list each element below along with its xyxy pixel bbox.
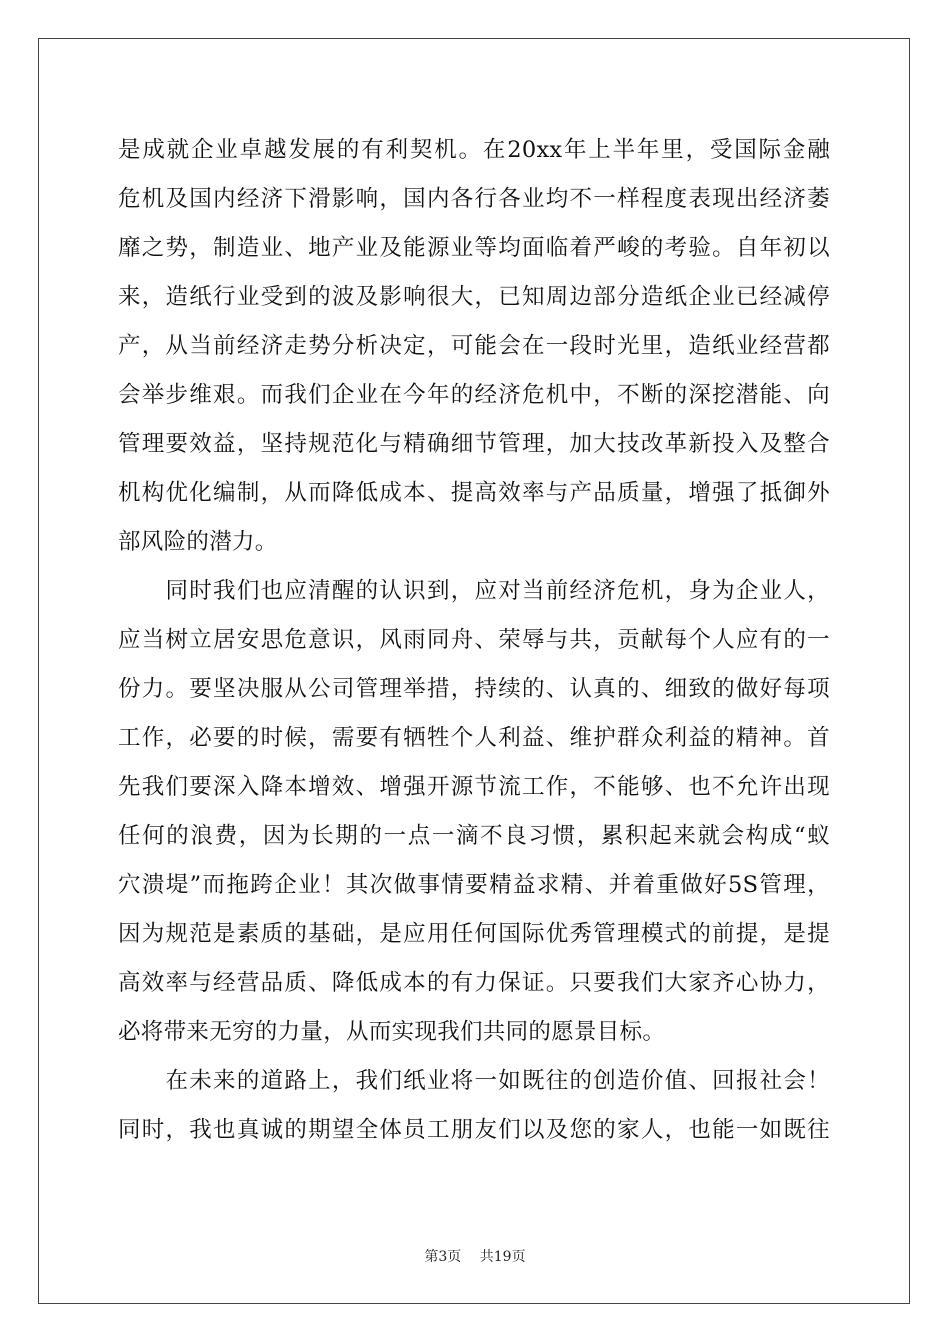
text-line: 必将带来无穷的力量，从而实现我们共同的愿景目标。 xyxy=(118,1019,666,1045)
text-line: 同时我们也应清醒的认识到，应对当前经济危机，身为企业人， xyxy=(118,578,830,604)
text-line: 来，造纸行业受到的波及影响很大，已知周边部分造纸企业已经减停 xyxy=(118,284,830,310)
text-line: 高效率与经营品质、降低成本的有力保证。只要我们大家齐心协力， xyxy=(118,970,830,996)
page-number: 第3页 xyxy=(424,1249,462,1265)
page-total: 共19页 xyxy=(479,1249,526,1265)
text-line: 机构优化编制，从而降低成本、提高效率与产品质量，增强了抵御外 xyxy=(118,480,830,506)
text-line: 是成就企业卓越发展的有利契机。在20xx年上半年里，受国际金融 xyxy=(118,137,830,163)
text-line: 同时，我也真诚的期望全体员工朋友们以及您的家人，也能一如既往 xyxy=(118,1117,830,1143)
text-line: 产，从当前经济走势分析决定，可能会在一段时光里，造纸业经营都 xyxy=(118,333,830,359)
text-line: 任何的浪费，因为长期的一点一滴不良习惯，累积起来就会构成“蚁 xyxy=(118,823,830,849)
text-line: 穴溃堤”而拖跨企业！其次做事情要精益求精、并着重做好5S管理， xyxy=(118,872,830,898)
text-line: 因为规范是素质的基础，是应用任何国际优秀管理模式的前提，是提 xyxy=(118,921,830,947)
text-line: 份力。要坚决服从公司管理举措，持续的、认真的、细致的做好每项 xyxy=(118,676,830,702)
text-line: 管理要效益，坚持规范化与精确细节管理，加大技改革新投入及整合 xyxy=(118,431,830,457)
text-line: 工作，必要的时候，需要有牺牲个人利益、维护群众利益的精神。首 xyxy=(118,725,830,751)
page-footer xyxy=(0,1246,950,1266)
text-line: 在未来的道路上，我们纸业将一如既往的创造价值、回报社会！ xyxy=(118,1068,830,1094)
text-line: 会举步维艰。而我们企业在今年的经济危机中，不断的深挖潜能、向 xyxy=(118,382,830,408)
text-line: 部风险的潜力。 xyxy=(118,529,278,555)
text-line: 靡之势，制造业、地产业及能源业等均面临着严峻的考验。自年初以 xyxy=(118,235,830,261)
document-body xyxy=(118,126,830,1155)
text-line: 先我们要深入降本增效、增强开源节流工作，不能够、也不允许出现 xyxy=(118,774,830,800)
text-line: 危机及国内经济下滑影响，国内各行各业均不一样程度表现出经济萎 xyxy=(118,186,830,212)
text-line: 应当树立居安思危意识，风雨同舟、荣辱与共，贡献每个人应有的一 xyxy=(118,627,830,653)
